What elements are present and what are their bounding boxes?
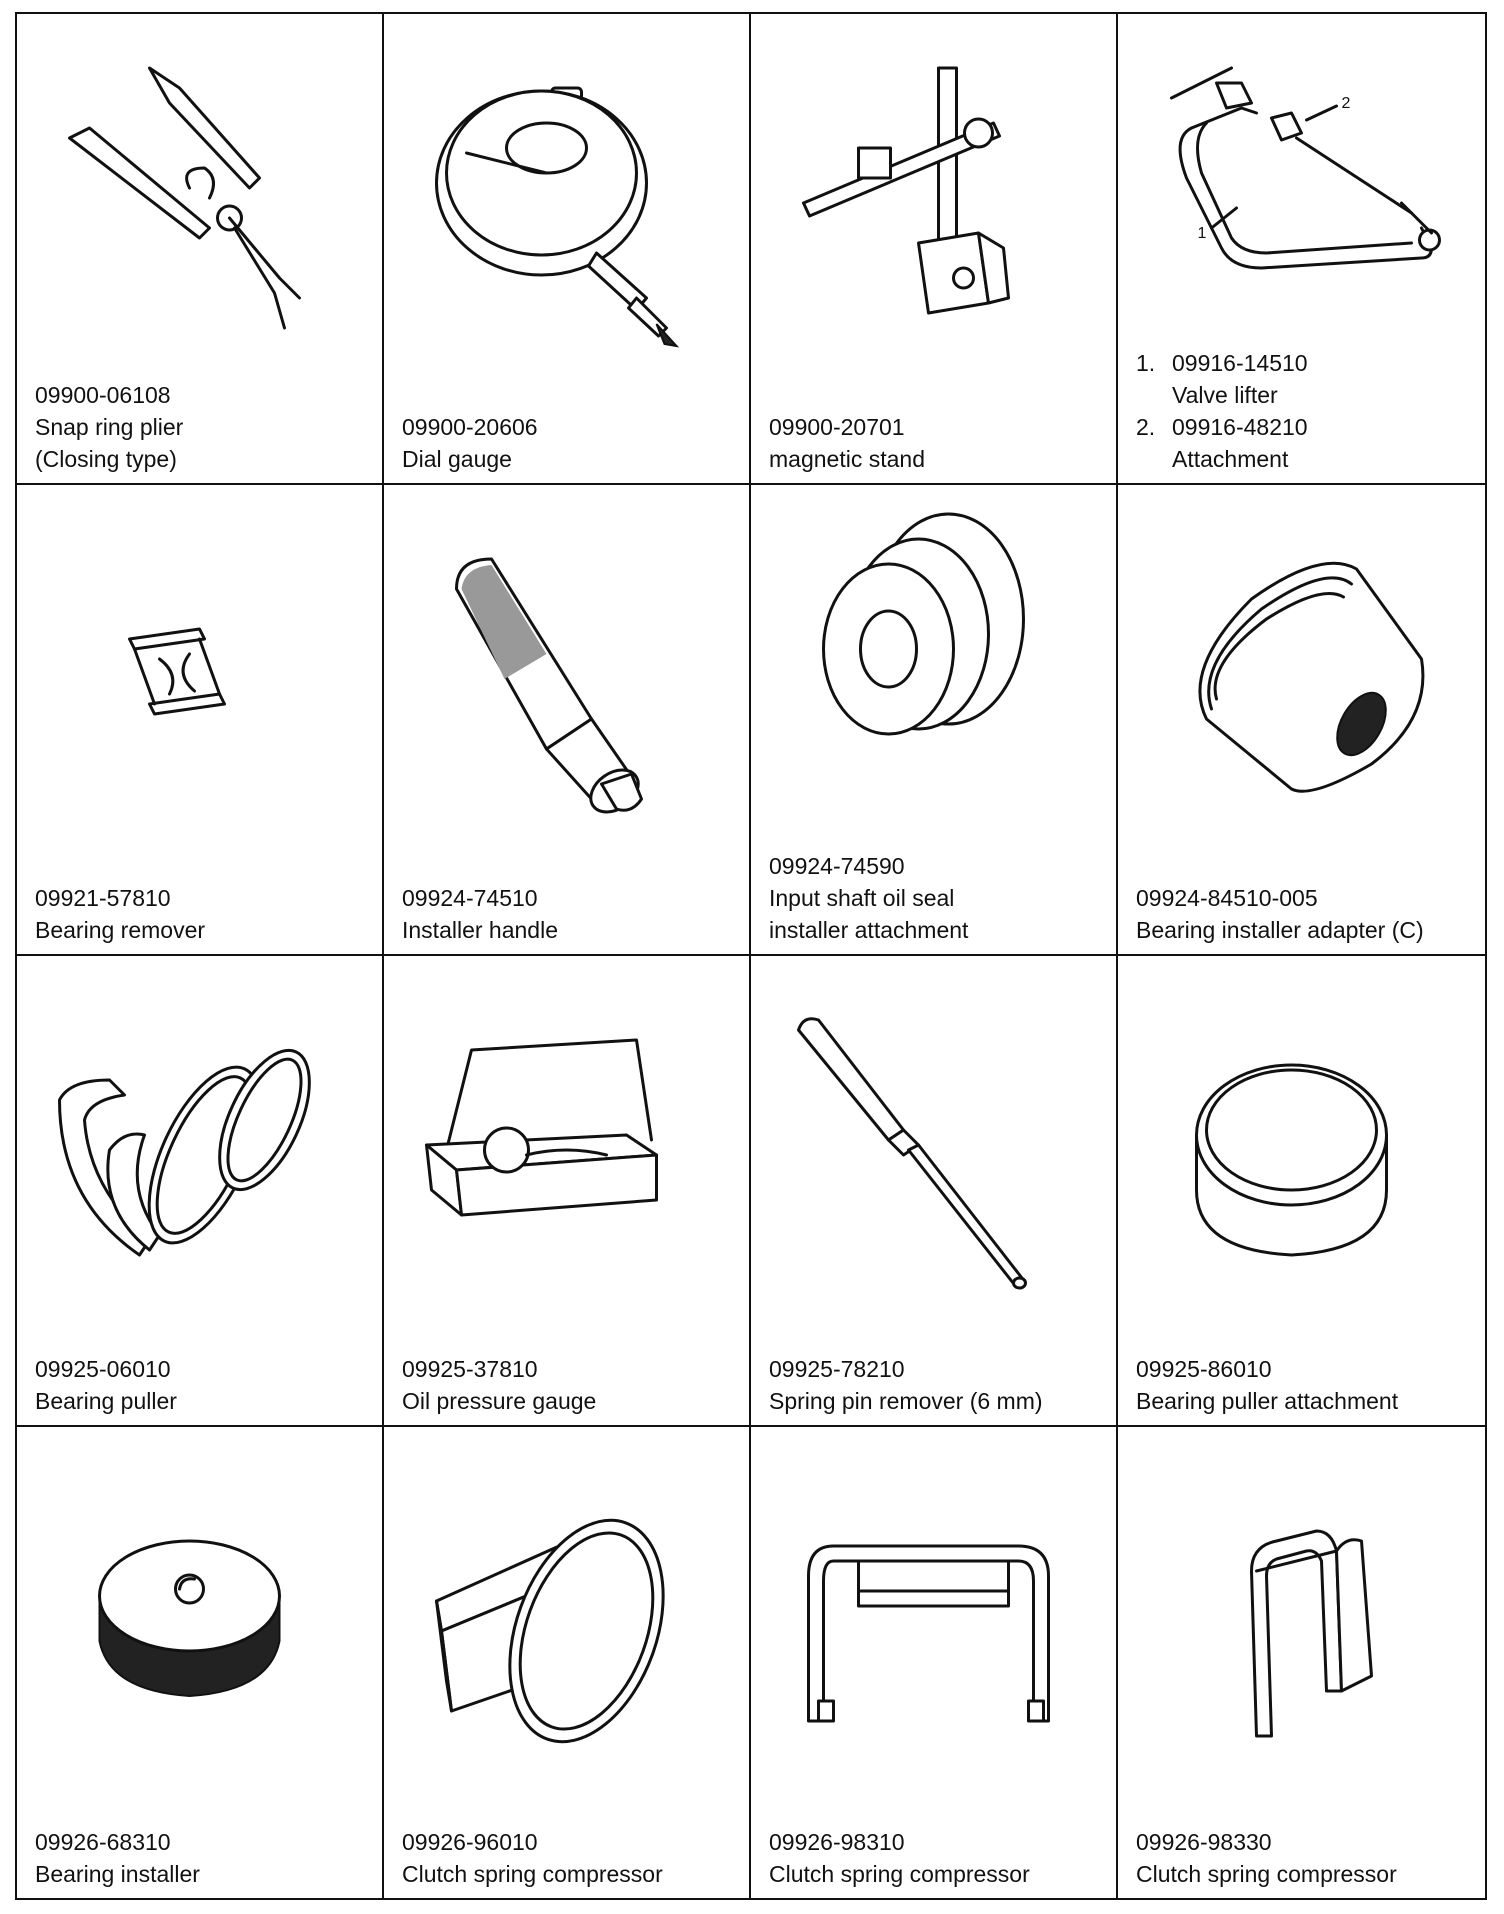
part-number: 09926-96010 (402, 1829, 538, 1855)
tool-name: Dial gauge (402, 446, 512, 472)
item-number: 1. (1136, 350, 1156, 376)
part-number: 09926-98310 (769, 1829, 905, 1855)
spring-pin-remover-icon (759, 970, 1108, 1300)
tool-cell-spring-pin-remover (751, 956, 1118, 1427)
tool-cell-clutch-spring-compressor-98330 (1118, 1427, 1485, 1898)
snap-ring-plier-icon (25, 28, 374, 358)
tool-name: magnetic stand (769, 446, 925, 472)
tool-name: Bearing installer adapter (C) (1136, 917, 1424, 943)
tool-caption (769, 1826, 1110, 1890)
part-number: 09926-98330 (1136, 1829, 1272, 1855)
tool-caption (769, 850, 1110, 946)
tool-name: Snap ring plier (35, 414, 184, 440)
tool-cell-bearing-remover (17, 485, 384, 956)
part-number: 09926-68310 (35, 1829, 171, 1855)
part-number: 09921-57810 (35, 885, 171, 911)
magnetic-stand-icon (759, 28, 1108, 358)
tool-name: Installer handle (402, 917, 558, 943)
tool-caption (769, 411, 1110, 475)
tool-cell-installer-handle (384, 485, 751, 956)
tool-name: Bearing installer (35, 1861, 200, 1887)
oil-pressure-gauge-icon (392, 970, 741, 1300)
tool-caption (35, 882, 376, 946)
clutch-spring-compressor-icon (1126, 1441, 1477, 1771)
tool-name: Clutch spring compressor (1136, 1861, 1397, 1887)
tool-caption (769, 1353, 1110, 1417)
tool-cell-snap-ring-plier (17, 14, 384, 485)
part-number: 09925-06010 (35, 1356, 171, 1382)
tool-name: Bearing puller (35, 1388, 177, 1414)
tool-cell-valve-lifter (1118, 14, 1485, 485)
tool-name: Oil pressure gauge (402, 1388, 597, 1414)
item-number: 2. (1136, 414, 1156, 440)
part-number: 09916-48210 (1172, 414, 1308, 440)
tool-cell-oil-seal-installer (751, 485, 1118, 956)
tool-caption (35, 1826, 376, 1890)
tool-caption (402, 1353, 743, 1417)
part-number: 09925-37810 (402, 1356, 538, 1382)
tool-caption (1136, 1353, 1479, 1417)
tool-cell-bearing-puller (17, 956, 384, 1427)
tool-cell-oil-pressure-gauge (384, 956, 751, 1427)
tool-cell-bearing-puller-attachment (1118, 956, 1485, 1427)
part-number: 09925-78210 (769, 1356, 905, 1382)
bearing-remover-icon (25, 499, 374, 829)
tool-caption (35, 1353, 376, 1417)
bearing-puller-attachment-icon (1126, 970, 1477, 1300)
part-number: 09900-20606 (402, 414, 538, 440)
tool-caption (402, 411, 743, 475)
part-number: 09900-06108 (35, 382, 171, 408)
part-number: 09900-20701 (769, 414, 905, 440)
callout-1: 1 (1197, 225, 1207, 242)
special-tools-table (15, 12, 1487, 1900)
dial-gauge-icon (392, 28, 741, 358)
tool-cell-bearing-installer (17, 1427, 384, 1898)
clutch-spring-compressor-icon (392, 1441, 741, 1771)
bearing-puller-icon (25, 970, 374, 1300)
part-number: 09924-84510-005 (1136, 885, 1318, 911)
tool-name: Attachment (1172, 446, 1289, 472)
callout-2: 2 (1341, 95, 1351, 112)
valve-lifter-icon (1126, 28, 1477, 318)
bearing-installer-adapter-icon (1126, 499, 1477, 829)
part-number: 09916-14510 (1172, 350, 1308, 376)
tool-cell-magnetic-stand (751, 14, 1118, 485)
tool-cell-clutch-spring-compressor-98310 (751, 1427, 1118, 1898)
tool-name: Input shaft oil seal (769, 885, 955, 911)
tool-name-line2: (Closing type) (35, 446, 177, 472)
tool-name: Bearing remover (35, 917, 206, 943)
clutch-spring-compressor-icon (759, 1441, 1108, 1771)
tool-cell-clutch-spring-compressor-96010 (384, 1427, 751, 1898)
bearing-installer-icon (25, 1441, 374, 1771)
installer-handle-icon (392, 499, 741, 829)
tool-caption (402, 882, 743, 946)
tool-cell-bearing-installer-adapter (1118, 485, 1485, 956)
tool-caption (1136, 882, 1479, 946)
tool-cell-dial-gauge (384, 14, 751, 485)
tool-name: Spring pin remover (6 mm) (769, 1388, 1043, 1414)
tool-name: Clutch spring compressor (769, 1861, 1030, 1887)
tool-caption (402, 1826, 743, 1890)
part-number: 09924-74510 (402, 885, 538, 911)
tool-name: Clutch spring compressor (402, 1861, 663, 1887)
part-number: 09924-74590 (769, 853, 905, 879)
tool-name: Bearing puller attachment (1136, 1388, 1399, 1414)
tool-name: Valve lifter (1172, 382, 1278, 408)
tool-caption (1136, 347, 1479, 475)
oil-seal-installer-icon (759, 499, 1108, 789)
tool-name-line2: installer attachment (769, 917, 969, 943)
tool-caption (1136, 1826, 1479, 1890)
part-number: 09925-86010 (1136, 1356, 1272, 1382)
tool-caption (35, 379, 376, 475)
